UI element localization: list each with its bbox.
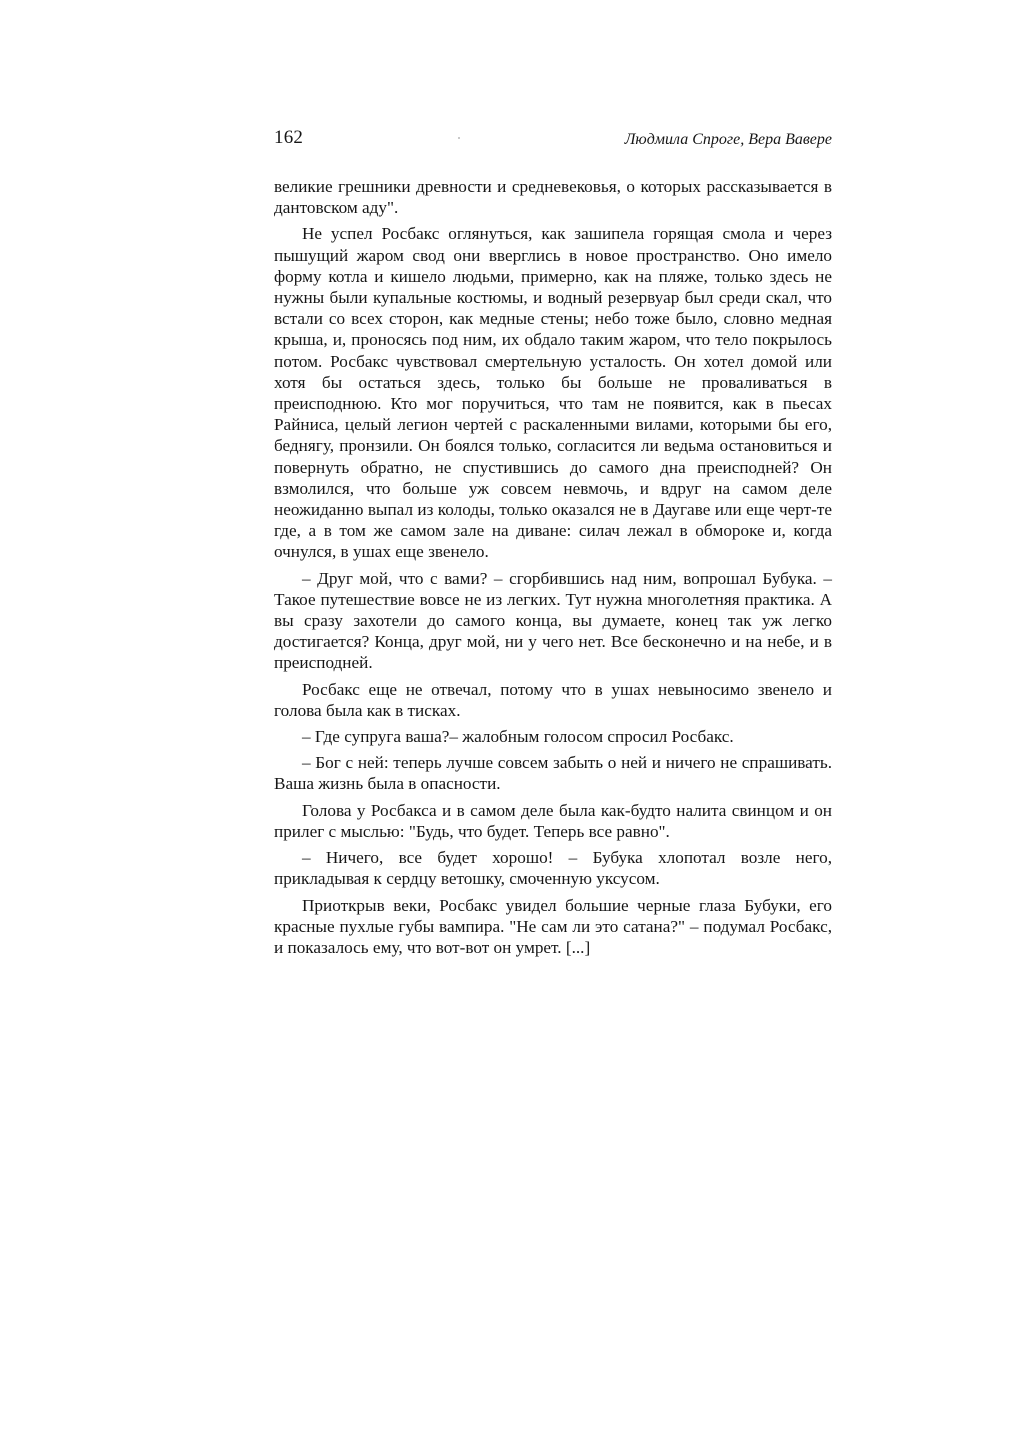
paragraph: Не успел Росбакс оглянуться, как зашипела горящая смола и через пышущий жаром свод они вверглись в новое пространство. Оно имело форму котла и кишело людьми, примерно, как на пляже, только здесь не нужны были купальные костюмы, и водный резервуар был среди скал, что встали со всех сторон, как медные стены; небо тоже было, словно медная крыша, и, проносясь под ним, их обдало таким жаром, что тело покрылось потом. Росбакс чувствовал смертельную усталость. Он хотел домой или хотя бы остаться здесь, только бы больше не проваливаться в преисподнюю. Кто мог поручиться, что там не появится, как в пьесах Райниса, целый легион чертей с раскаленными вилами, которыми бы его, беднягу, пронзили. Он боялся только, согласится ли ведьма остановиться и повернуть обратно, не спустившись до самого дна преисподней? Он взмолился, что больше уж совсем невмочь, и вдруг на самом деле неожиданно выпал из колоды, только оказался не в Даугаве или еще черт-те где, а в том же самом зале на диване: силач лежал в обмороке и, когда очнулся, в ушах еще звенело.	[274, 224, 832, 562]
paragraph: Голова у Росбакса и в самом деле была как-будто налита свинцом и он прилег с мыслью: "Будь, что будет. Теперь все равно".	[274, 800, 832, 841]
paragraph-dialogue: – Где супруга ваша?– жалобным голосом спросил Росбакс.	[302, 727, 734, 747]
scan-speck	[458, 137, 460, 139]
paragraph-dialogue: – Ничего, все будет хорошо! – Бубука хлопотал возле него, прикладывая к сердцу ветошку, смоченную уксусом.	[274, 848, 832, 889]
paragraph-continuation: великие грешники древности и средневековья, о которых рассказывается в дантовском аду".	[274, 177, 832, 218]
paragraph-dialogue: – Друг мой, что с вами? – сгорбившись над ним, вопрошал Бубука. – Такое путешествие вовсе не из легких. Тут нужна многолетняя практика. А вы сразу захотели до самого конца, вы думаете, конец так уж легко достигается? Конца, друг мой, ни у чего нет. Все бесконечно и на небе, и в преисподней.	[274, 568, 832, 673]
page-number: 162	[274, 127, 304, 148]
paragraph: Приоткрыв веки, Росбакс увидел большие черные глаза Бубуки, его красные пухлые губы вампира. "Не сам ли это сатана?" – подумал Росбакс, и показалось ему, что вот-вот он умрет. [...]	[274, 895, 832, 957]
paragraph: Росбакс еще не отвечал, потому что в ушах невыносимо звенело и голова была как в тисках.	[274, 679, 832, 720]
paragraph-dialogue: – Бог с ней: теперь лучше совсем забыть о ней и ничего не спрашивать. Ваша жизнь была в опасности.	[274, 753, 832, 794]
body-text	[274, 176, 832, 963]
page-header	[274, 126, 832, 152]
running-head: Людмила Спроге, Вера Вавере	[624, 131, 832, 148]
